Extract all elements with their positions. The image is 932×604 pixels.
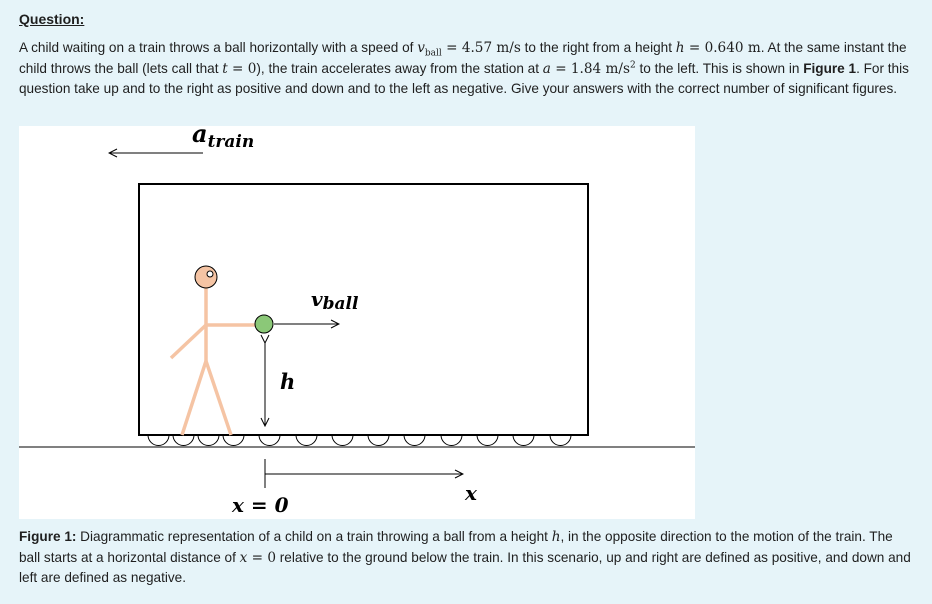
ball [255, 315, 273, 333]
x-zero-label: x = 0 [232, 493, 289, 517]
a-value: = 1.84 m/s [550, 60, 630, 77]
child-figure [171, 288, 255, 435]
caption-part: relative to the ground below the train. In this scenario, up and right are defined as positive, and down and left are defined as negative. [19, 549, 911, 585]
child-head [195, 266, 217, 288]
question-part: . At the same instant the child throws the ball (lets call that [19, 40, 907, 76]
wheel [332, 435, 353, 446]
question-part: ), the train accelerates away from the station at [256, 60, 543, 76]
figure-1 [19, 126, 695, 519]
caption-h-symbol: h [551, 529, 561, 545]
v-ball-subscript: ball [424, 48, 442, 59]
caption-part: Diagrammatic representation of a child on a train throwing a ball from a height [76, 529, 552, 544]
caption-part: , in the opposite direction to the motion of the train. The ball starts at a horizontal distance of [19, 529, 893, 565]
wheel [477, 435, 498, 446]
child-leg-left [182, 361, 206, 435]
t-symbol: t [222, 60, 228, 77]
caption-label: Figure 1: [19, 529, 77, 544]
wheel [404, 435, 425, 446]
wheel [296, 435, 317, 446]
wheel [223, 435, 244, 446]
a-unit-exponent: 2 [629, 59, 636, 70]
question-part: to the right from a height [520, 40, 676, 55]
a-train-label: $a_{train}$ [192, 126, 255, 152]
a-symbol: a [542, 60, 551, 77]
child-eye [207, 271, 213, 277]
question-text [19, 38, 914, 100]
x-axis-label: x [465, 481, 477, 505]
wheel [441, 435, 462, 446]
wheel [148, 435, 169, 446]
h-value: = 0.640 m [684, 40, 761, 56]
caption-x-symbol: x [239, 549, 248, 566]
wheel [198, 435, 219, 446]
child-arm-down [171, 325, 206, 358]
t-value: = 0 [227, 60, 257, 77]
wheel [550, 435, 571, 446]
wheel [368, 435, 389, 446]
child-leg-right [206, 361, 231, 435]
question-heading: Question: [19, 11, 85, 27]
h-label: h [280, 369, 296, 394]
figure-caption [19, 527, 914, 589]
h-symbol: h [675, 40, 685, 56]
v-ball-value: = 4.57 m/s [441, 40, 521, 56]
wheel [513, 435, 534, 446]
question-part: . For this question take up and to the right as positive and down and to the left as negative. Give your answers with the correct number of significant figures. [19, 60, 909, 96]
wheel [173, 435, 194, 445]
wheel [259, 435, 280, 446]
caption-x-value: = 0 [247, 549, 276, 566]
question-part: to the left. This is shown in [635, 60, 804, 76]
question-part: A child waiting on a train throws a ball horizontally with a speed of [19, 40, 418, 55]
v-ball-symbol: v [417, 40, 425, 56]
v-ball-label: vball [311, 287, 359, 314]
train-wheels [148, 435, 571, 446]
figure-reference: Figure 1 [803, 60, 857, 76]
train-diagram [19, 126, 695, 519]
